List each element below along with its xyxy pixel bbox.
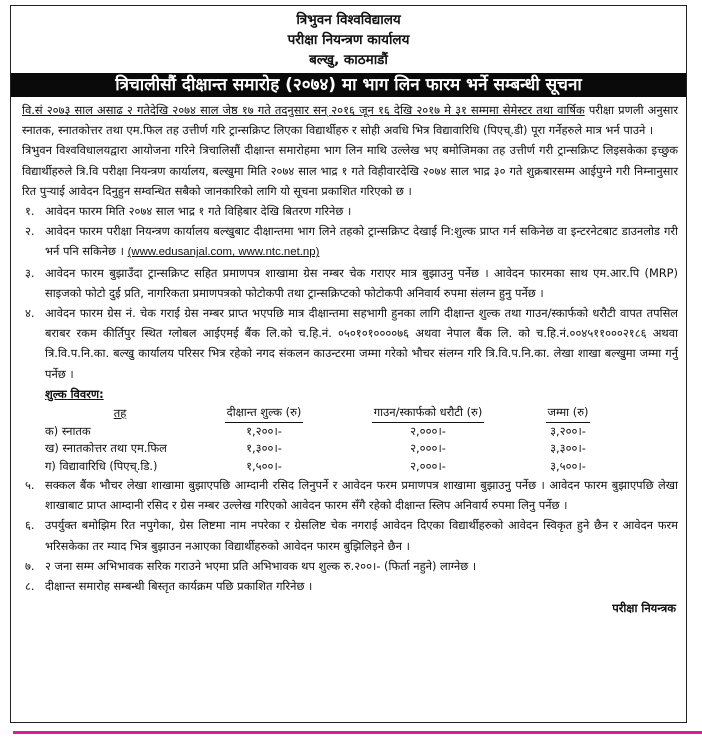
item-text: दीक्षान्त समारोह सम्बन्धी बिस्तृत कार्यक्रम पछि प्रकाशित गरिनेछ । bbox=[45, 579, 313, 594]
table-row bbox=[45, 458, 613, 476]
list-item bbox=[25, 303, 678, 384]
item-text: आवेदन फारम बुझाउँदा ट्रान्सक्रिप्ट सहित प्रमाणपत्र शाखामा ग्रेस नम्बर चेक गराएर मात्र बुझाउनु पर्नेछ । आवेदन फारमका साथ एम.आर.पि (MRP) साइजको फोटो दुई प्रति, नागरिकता प्रमाणपत्रको फोटोकपी तथा ट्रान्सक्रिप्टको फोटोकपी अनिवार्य रुपमा संलग्न हुनु पर्नेछ । bbox=[45, 265, 678, 300]
header-gown-deposit: गाउन/स्कार्फको धरौटी (रु) bbox=[372, 404, 485, 423]
item-number: ६. bbox=[25, 518, 35, 533]
list-item bbox=[25, 515, 678, 555]
notice-box bbox=[10, 5, 687, 723]
item-text: आवेदन फारम ग्रेस नं. चेक गराई ग्रेस नम्बर प्राप्त भएपछि मात्र दीक्षान्तमा सहभागी हुनका लागि दीक्षान्त शुल्क तथा गाउन/स्कार्फको धरौटी वापत तपसिल बराबर रकम कीर्तिपुर स्थित ग्लोबल आईएमई बैंक लि.को च.हि.नं. ०५०१०१००००७६ अथवा नेपाल बैंक लि. को च.हि.नं.००४५११०००२१८६ अथवा त्रि.वि.प.नि.का. बल्खु कार्यालय परिसर भित्र रहेको नगद संकलन काउन्टरमा जम्मा गरेको भौचर संलग्न गरि त्रि.वि.प.नि.का. लेखा शाखा बल्खुमा जम्मा गर्नु पर्नेछ । bbox=[45, 306, 678, 381]
fee-cell: १,३००।- bbox=[246, 441, 282, 456]
university-name: त्रिभुवन विश्वविद्यालय bbox=[296, 12, 401, 28]
item-text: उपर्युक्त बमोझिम रित नपुगेका, ग्रेस लिष्टमा नाम नपरेका र ग्रेसलिष्ट चेक नगराई आवेदन दिएका विद्यार्थीहरुको आवेदन स्विकृत हुने छैन र आवेदन फरम भरिसकेका तर म्याद भित्र बुझाउन नआएका विद्यार्थीहरुको आवेदन फारम बुझिलिइने छैन । bbox=[45, 518, 678, 553]
deposit-cell: २,०००।- bbox=[410, 458, 446, 473]
deposit-cell: २,०००।- bbox=[410, 441, 446, 456]
header-convocation-fee: दीक्षान्त शुल्क (रु) bbox=[225, 404, 304, 423]
total-cell: ३,३००।- bbox=[550, 441, 586, 456]
intro-text: परीक्षा प्रणली अनुसार स्नातक, स्नातकोत्तर तथा एम.फिल तह उत्तीर्ण गरि ट्रान्सक्रिप्ट लिएका विद्यार्थीहरु र सोही अवधि भित्र विद्यावारिधि (पिएच्.डी) पूरा गर्नेहरुले मात्र भर्न पाउने । bbox=[22, 103, 678, 138]
notice-body bbox=[11, 97, 686, 618]
item-text: आवेदन फारम मिति २०७४ साल भाद्र १ गते विहिबार देखि बितरण गरिनेछ । bbox=[45, 204, 352, 219]
fee-details-title: शुल्क विवरण: bbox=[45, 386, 104, 401]
office-name: परीक्षा नियन्त्रण कार्यालय bbox=[287, 32, 410, 48]
item-number: ७. bbox=[25, 558, 35, 573]
notice-header bbox=[11, 6, 686, 73]
purpose-paragraph: त्रिभुवन विश्वविधालयद्वारा आयोजना गरिने त्रिचालिसौं दीक्षान्त समारोहमा भाग लिन माथि उल्लेख भए बमोजिमका तह उत्तीर्ण गरी ट्रान्सक्रिप्ट लिइसकेका इच्छुक विद्यार्थीहरुले त्रि.वि परीक्षा नियन्त्रण कार्यालय, बल्खुमा मिति २०७४ साल भाद्र १ गते विहीवारदेखि २०७४ साल भाद्र ३० गते शुक्रबारसम्म आईपुग्ने गरी निम्नानुसार रित पुऱ्याई आवेदन दिनुहुन सम्वन्धित सबैको जानकारिको लागि यो सूचना प्रकाशित गरिएको छ । bbox=[22, 143, 678, 198]
download-links[interactable]: (www.edusanjal.com, www.ntc.net.np) bbox=[127, 246, 320, 259]
list-item bbox=[25, 475, 678, 515]
item-number: ८. bbox=[25, 579, 35, 594]
item-text: सक्कल बैंक भौचर लेखा शाखामा बुझाएपछि आम्दानी रसिद लिनुपर्ने र आवेदन फरम प्रमाणपत्र शाखामा बुझाउनु पर्नेछ । आवेदन फारम बुझाएपछि लेखा शाखाबाट प्राप्त आम्दानी रसिद र ग्रेस नम्बर उल्लेख गरिएको आवेदन फारम सँगै रहेको दीक्षान्त स्लिप अनिवार्य रुपमा लिनु पर्नेछ । bbox=[45, 478, 678, 513]
level-cell: क) स्नातक bbox=[45, 423, 91, 438]
list-item bbox=[25, 576, 678, 596]
total-cell: ३,५००।- bbox=[550, 458, 586, 473]
level-cell: ख) स्नातकोत्तर तथा एम.फिल bbox=[45, 441, 167, 456]
fee-table-header bbox=[45, 404, 613, 423]
item-number: ५. bbox=[25, 478, 35, 493]
office-location: बल्खु, काठमाडौं bbox=[309, 52, 388, 68]
instruction-list bbox=[22, 201, 678, 384]
intro-underlined-text: वि.सं २०७३ साल असाढ २ गतेदेखि २०७४ साल जेष्ठ १७ गते तदनुसार सन् २०१६ जून १६ देखि २०१७ मे ३१ सम्ममा सेमेस्टर तथा वार्षिक bbox=[22, 103, 585, 117]
item-number: २. bbox=[25, 224, 35, 239]
fee-cell: १,२००।- bbox=[246, 423, 282, 438]
notice-title: त्रिचालीसौं दीक्षान्त समारोह (२०७४) मा भाग लिन फारम भर्ने सम्बन्धी सूचना bbox=[11, 73, 686, 97]
header-total: जम्मा (रु) bbox=[546, 404, 591, 423]
item-number: ३. bbox=[25, 265, 35, 280]
pink-divider bbox=[13, 731, 702, 734]
fee-cell: १,५००।- bbox=[246, 458, 282, 473]
item-text: आवेदन फारम परीक्षा नियन्त्रण कार्यालय बल्खुबाट दीक्षान्तमा भाग लिने तहको ट्रान्सक्रिप्ट देखाई नि:शुल्क प्राप्त गर्न सकिनेछ वा इन्टरनेटबाट डाउनलोड गरी भर्न पनि सकिनेछ । bbox=[45, 224, 678, 259]
header-level: तह bbox=[113, 405, 127, 420]
instruction-list-continued bbox=[22, 475, 678, 596]
item-text: २ जना सम्म अभिभावक सरिक गराउने भएमा प्रति अभिभावक थप शुल्क रु.२००।- (फिर्ता नहुने) लाग्नेछ । bbox=[45, 558, 477, 573]
level-cell: ग) विद्यावारिधि (पिएच्.डि.) bbox=[45, 458, 158, 473]
list-item bbox=[25, 556, 678, 576]
item-number: ४. bbox=[25, 306, 35, 321]
list-item bbox=[25, 263, 678, 303]
list-item bbox=[25, 221, 678, 262]
total-cell: ३,२००।- bbox=[550, 423, 586, 438]
item-number: १. bbox=[25, 204, 35, 219]
intro-paragraph bbox=[22, 100, 678, 140]
fee-table bbox=[45, 404, 613, 475]
list-item bbox=[25, 201, 678, 221]
deposit-cell: २,०००।- bbox=[410, 423, 446, 438]
table-row bbox=[45, 423, 613, 441]
signature: परीक्षा नियन्त्रक bbox=[612, 601, 676, 616]
table-row bbox=[45, 440, 613, 458]
